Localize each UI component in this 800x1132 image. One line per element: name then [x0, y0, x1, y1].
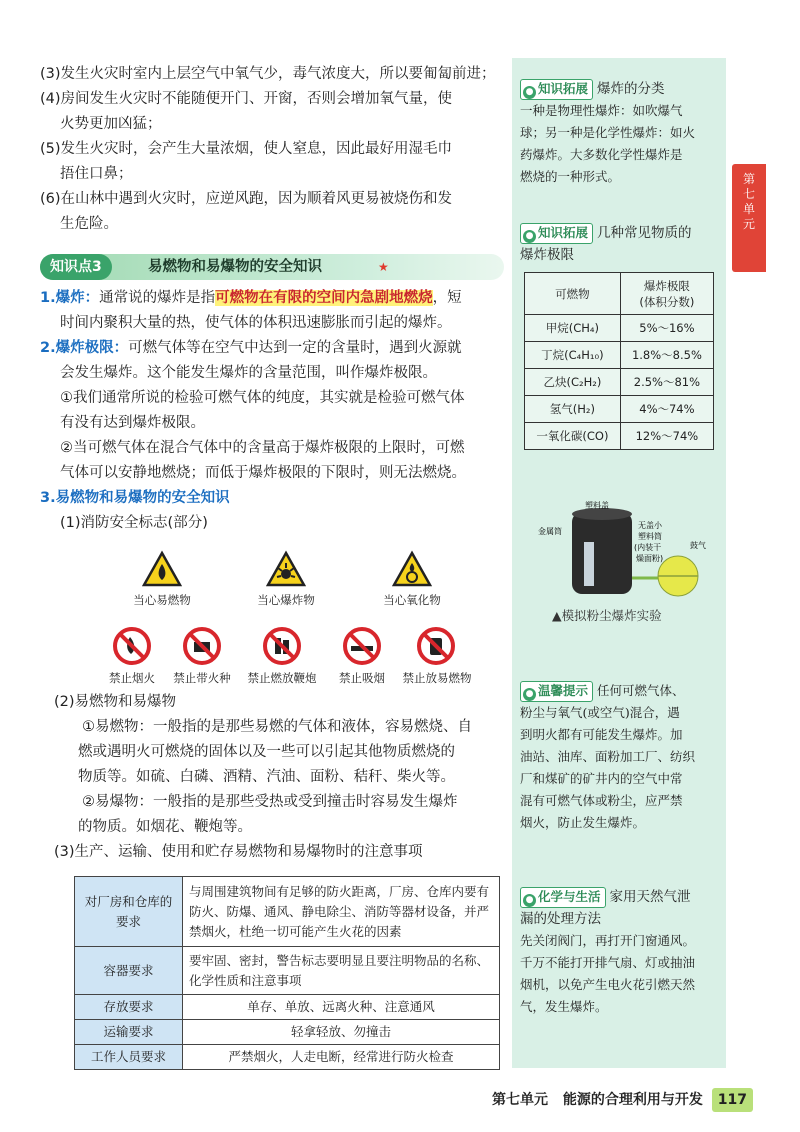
- explosive-warning-icon: [266, 550, 306, 588]
- chem-life-tag: ● 化学与生活: [520, 887, 606, 908]
- knowledge-extension-tag: ● 知识拓展: [520, 223, 593, 244]
- highlight-definition: 可燃物在有限的空间内急剧地燃烧: [215, 290, 433, 306]
- no-kindling-icon: [182, 626, 222, 666]
- sign-label: 当心易燃物: [133, 593, 191, 607]
- table-row: 工作人员要求 严禁烟火，人走电断，经常进行防火检查: [75, 1045, 500, 1070]
- sign-label: 禁止放易燃物: [402, 671, 472, 685]
- table-row: 存放要求 单存、单放、远离火种、注意通风: [75, 995, 500, 1020]
- table-row: 对厂房和仓库的要求 与周围建筑物间有足够的防火距离，厂房、仓库内要有防火、防爆、通风、静电除尘、消防等器材设备，并严禁烟火，杜绝一切可能产生火花的因素: [75, 877, 500, 947]
- table-row: 运输要求 轻拿轻放、勿撞击: [75, 1020, 500, 1045]
- flammable-warning-icon: [142, 550, 182, 588]
- unit-tab[interactable]: 第 七 单 元: [732, 164, 766, 272]
- svg-text:燥面粉): 燥面粉): [636, 554, 664, 563]
- warm-tip-tag: ● 温馨提示: [520, 681, 593, 702]
- label-can: 金属筒: [538, 527, 562, 536]
- sign-label: 禁止烟火: [109, 671, 155, 685]
- table-row: 一氧化碳(CO) 12%～74%: [525, 423, 714, 450]
- knowledge-point-tag: 知识点3: [40, 254, 112, 280]
- explosion-limit-table: 可燃物 爆炸极限 (体积分数) 甲烷(CH₄) 5%～16% 丁烷(C₄H₁₀) 1.8%～8.5% 乙炔(C₂H₂) 2.5%～81% 氢气(H₂) 4%～74% 一氧化碳(CO) 12%～74%: [524, 272, 714, 450]
- sign-label: 禁止吸烟: [339, 671, 385, 685]
- tip-explosion-types: ● 知识拓展 爆炸的分类 一种是物理性爆炸：如吹爆气 球；另一种是化学性爆炸：如火 药爆炸。大多数化学性爆炸是 燃烧的一种形式。: [520, 81, 696, 184]
- tip-chemistry-life: ● 化学与生活 家用天然气泄 漏的处理方法 先关闭阀门，再打开门窗通风。 千万不能打开排气扇、灯或抽油 烟机，以免产生电火花引燃天然 气，发生爆炸。: [520, 889, 696, 1014]
- small-cup: [584, 542, 594, 586]
- main-text-top: (3)发生火灾时室内上层空气中氧气少，毒气浓度大，所以要匍匐前进； (4)房间发生火灾时不能随便开门、开窗，否则会增加氧气量，使 火势更加凶猛； (5)发生火灾时，会产生大量浓烟，使人窒息，因此最好用湿毛巾 捂住口鼻； (6)在山林中遇到火灾时，应逆风跑，因为顺着风更易被烧伤和发 生危险。: [40, 66, 496, 232]
- svg-text:塑料筒: 塑料筒: [638, 532, 662, 541]
- label-cup: 无盖小: [638, 521, 662, 530]
- page-footer: [492, 1088, 753, 1112]
- table-row: 氢气(H₂) 4%～74%: [525, 396, 714, 423]
- main-text-flammables: (2)易燃物和易爆物 ①易燃物：一般指的是那些易燃的气体和液体，容易燃烧、自 燃或遇明火可燃烧的固体以及一些可以引起其他物质燃烧的 物质等。如硫、白磷、酒精、汽油、面粉、秸秆、柴火等。 ②易爆物：一般指的是那些受热或受到撞击时容易发生爆炸 的物质。如烟花、鞭炮等。 (3)生产、运输、使用和贮存易燃物和易爆物时的注意事项: [54, 694, 472, 860]
- sign-label: 当心氧化物: [383, 593, 441, 607]
- table-row: 乙炔(C₂H₂) 2.5%～81%: [525, 369, 714, 396]
- no-flammables-icon: [416, 626, 456, 666]
- knowledge-point-header: [40, 254, 504, 280]
- knowledge-extension-tag: ● 知识拓展: [520, 79, 593, 100]
- sign-label: 禁止带火种: [173, 671, 231, 685]
- no-firecrackers-icon: [262, 626, 302, 666]
- table-row: 丁烷(C₄H₁₀) 1.8%～8.5%: [525, 342, 714, 369]
- section-title: 易燃物和易爆物的安全知识: [148, 259, 322, 275]
- safety-requirements-table: [74, 876, 500, 1070]
- main-text-explosion: 1.爆炸：通常说的爆炸是指可燃物在有限的空间内急剧地燃烧，短 时间内聚积大量的热，使气体的体积迅速膨胀而引起的爆炸。 2.爆炸极限：可燃气体等在空气中达到一定的含量时，遇到火源就 会发生爆炸。这个能发生爆炸的含量范围，叫作爆炸极限。 ①我们通常所说的检验可燃气体的纯度，其实就是检验可燃气体 有没有达到爆炸极限。 ②当可燃气体在混合气体中的含量高于爆炸极限的上限时，可燃 气体可以安静地燃烧；而低于爆炸极限的下限时，则无法燃烧。 3.易燃物和易爆物的安全知识 (1)消防安全标志(部分): [40, 290, 466, 531]
- footer-unit: 第七单元: [492, 1092, 548, 1108]
- page-number: 117: [712, 1088, 753, 1112]
- sign-label: 当心爆炸物: [257, 593, 315, 607]
- label-balloon: 鼓气: [690, 541, 706, 550]
- no-fire-icon: [112, 626, 152, 666]
- svg-text:(内装干: (内装干: [634, 543, 662, 552]
- star-icon: ★: [378, 260, 389, 274]
- label-lid: 塑料盖: [585, 501, 609, 510]
- footer-title: 能源的合理利用与开发: [562, 1092, 703, 1108]
- metal-can: [572, 512, 632, 594]
- sign-label: 禁止燃放鞭炮: [247, 671, 317, 685]
- experiment-caption: ▲模拟粉尘爆炸实验: [552, 608, 662, 623]
- no-smoking-icon: [342, 626, 382, 666]
- oxidizer-warning-icon: [392, 550, 432, 588]
- tip-warm-reminder: ● 温馨提示 任何可燃气体、 粉尘与氧气(或空气)混合，遇 到明火都有可能发生爆炸。加 油站、油库、面粉加工厂、纺织 厂和煤矿的矿井内的空气中常 混有可燃气体或粉尘，应严禁 烟火，防止发生爆炸。: [520, 683, 696, 830]
- dust-explosion-illustration: [528, 498, 718, 608]
- table-row: 甲烷(CH₄) 5%～16%: [525, 315, 714, 342]
- tip-explosion-limits: ● 知识拓展 几种常见物质的 爆炸极限: [520, 225, 692, 263]
- table-row: 容器要求 要牢固、密封，警告标志要明显且要注明物品的名称、化学性质和注意事项: [75, 947, 500, 995]
